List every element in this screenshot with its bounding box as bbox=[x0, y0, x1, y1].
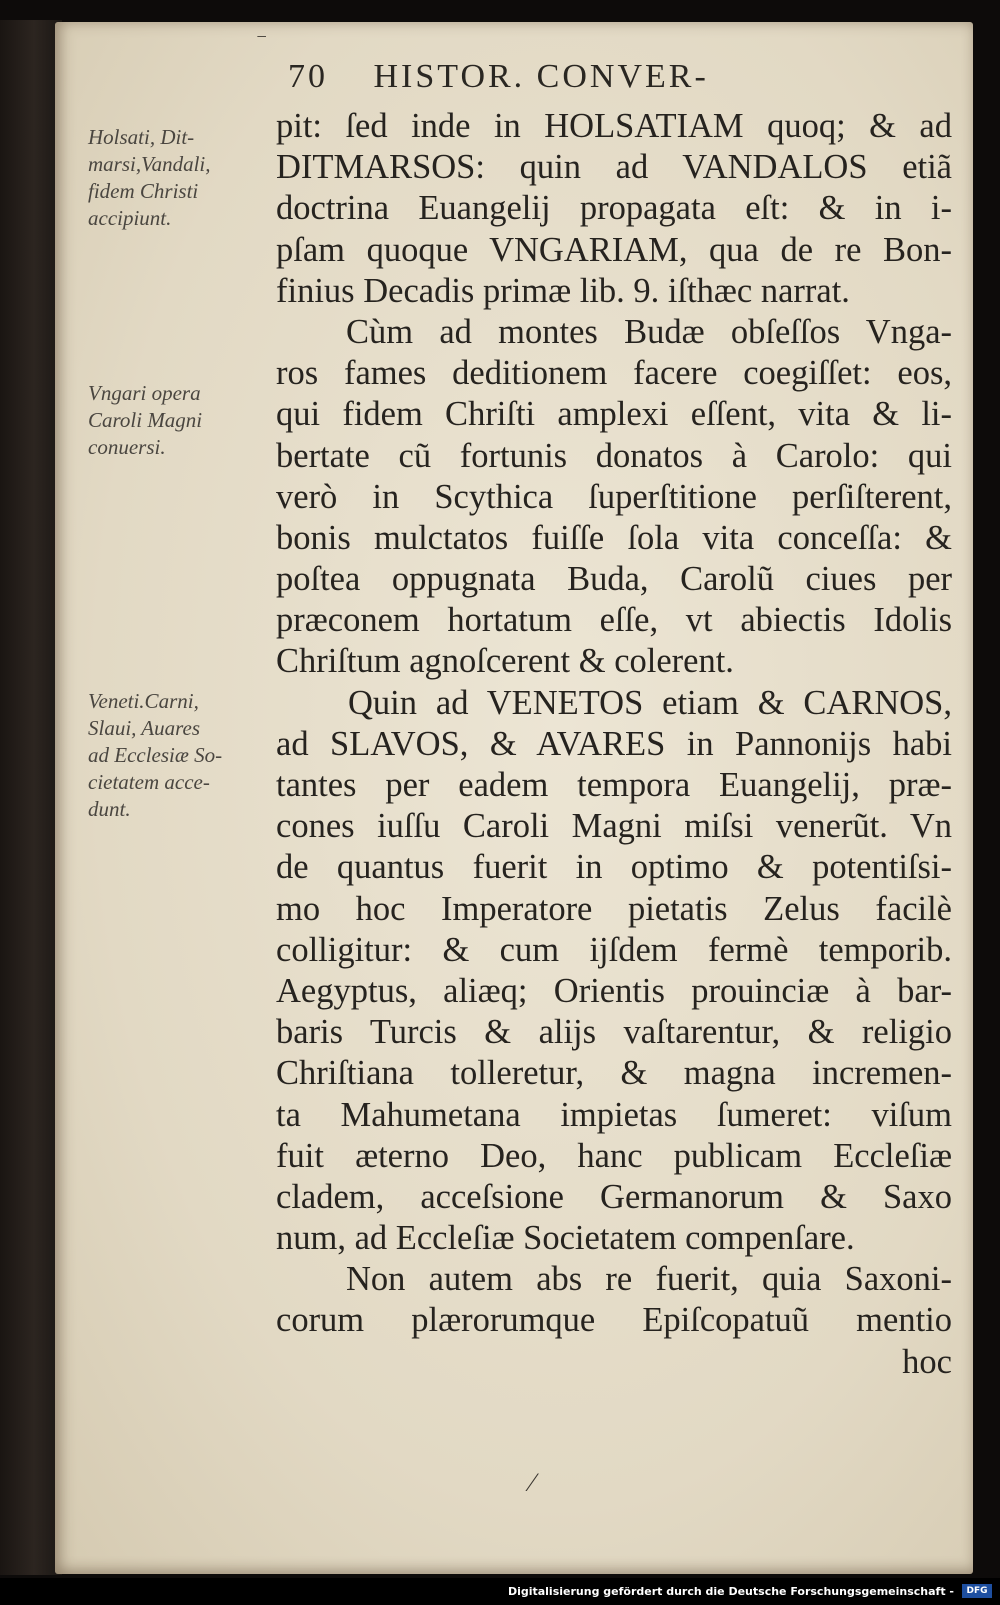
text-line: qui fidem Chriſti amplexi eſſent, vita & li- bbox=[276, 395, 952, 434]
text-line: Chriſtum agnoſcerent & colerent. bbox=[276, 642, 734, 681]
text-line: Aegyptus, aliæq; Orientis prouinciæ à bar- bbox=[276, 971, 952, 1010]
main-text-block bbox=[276, 106, 952, 1383]
catchword: hoc bbox=[902, 1342, 952, 1381]
text-line: ros fames deditionem facere coegiſſet: eos, bbox=[276, 354, 952, 393]
text-line: doctrina Euangelij propagata eſt: & in i- bbox=[276, 189, 952, 228]
text-line: mo hoc Imperatore pietatis Zelus facilè bbox=[276, 889, 952, 928]
margin-note-line: cietatem acce- bbox=[88, 770, 210, 794]
margin-note-line: Vngari opera bbox=[88, 381, 201, 405]
dfg-logo: DFG bbox=[962, 1584, 992, 1598]
margin-note-holsati bbox=[88, 124, 268, 232]
text-line: fuit æterno Deo, hanc publicam Eccleſiæ bbox=[276, 1136, 952, 1175]
text-line: cladem, acceſsione Germanorum & Saxo bbox=[276, 1177, 952, 1216]
running-title: HISTOR. CONVER- bbox=[373, 58, 709, 95]
text-line: cones iuſſu Caroli Magni miſsi venerũt. Vn bbox=[276, 807, 952, 846]
digitization-footer bbox=[0, 1578, 1000, 1605]
margin-note-line: dunt. bbox=[88, 797, 131, 821]
text-line: verò in Scythica ſuperſtitione perſiſterent, bbox=[276, 477, 952, 516]
text-line: Quin ad VENETOS etiam & CARNOS, bbox=[348, 683, 952, 722]
margin-note-line: Caroli Magni bbox=[88, 408, 203, 432]
text-line: bonis mulctatos fuiſſe ſola vita conceſſa: & bbox=[276, 518, 952, 557]
text-line: poſtea oppugnata Buda, Carolũ ciues per bbox=[276, 560, 952, 599]
text-line: pit: ſed inde in HOLSATIAM quoq; & ad bbox=[276, 107, 952, 145]
page-number: 70 bbox=[288, 58, 328, 95]
text-line: corum plærorumque Epiſcopatuũ mentio bbox=[276, 1301, 952, 1340]
margin-note-vngari bbox=[88, 380, 268, 461]
text-line: baris Turcis & alijs vaſtarentur, & religio bbox=[276, 1013, 952, 1052]
margin-note-line: marsi,Vandali, bbox=[88, 152, 211, 176]
margin-note-line: accipiunt. bbox=[88, 206, 172, 230]
margin-note-line: fidem Christi bbox=[88, 179, 199, 203]
book-spine-edge bbox=[0, 20, 62, 1575]
text-line: Cùm ad montes Budæ obſeſſos Vnga- bbox=[346, 312, 952, 351]
ink-mark: ⁄ bbox=[530, 1468, 535, 1497]
margin-note-line: ad Ecclesiæ So- bbox=[88, 743, 223, 767]
text-line: tantes per eadem tempora Euangelij, præ- bbox=[276, 766, 952, 804]
page-header bbox=[288, 58, 888, 98]
margin-note-line: Slaui, Auares bbox=[88, 716, 201, 740]
text-line: colligitur: & cum ijſdem fermè temporib. bbox=[276, 930, 952, 969]
text-line: præconem hortatum eſſe, vt abiectis Idolis bbox=[276, 601, 952, 640]
margin-note-line: conuersi. bbox=[88, 435, 166, 459]
text-line: Chriſtiana tolleretur, & magna incremen- bbox=[276, 1054, 952, 1093]
text-line: pſam quoque VNGARIAM, qua de re Bon- bbox=[276, 230, 952, 269]
text-line: ad SLAVOS, & AVARES in Pannonijs habi bbox=[276, 724, 952, 763]
ink-mark: ‾ bbox=[258, 34, 266, 59]
margin-note-veneti bbox=[88, 688, 268, 823]
text-line: Non autem abs re fuerit, quia Saxoni- bbox=[346, 1260, 952, 1299]
margin-note-line: Holsati, Dit- bbox=[88, 125, 195, 149]
text-line: ta Mahumetana impietas ſumeret: viſum bbox=[276, 1095, 952, 1134]
text-line: finius Decadis primæ lib. 9. iſthæc narrat. bbox=[276, 271, 850, 310]
text-line: de quantus fuerit in optimo & potentiſsi- bbox=[276, 848, 952, 887]
text-line: bertate cũ fortunis donatos à Carolo: qui bbox=[276, 436, 952, 475]
text-line: DITMARSOS: quin ad VANDALOS etiã bbox=[276, 148, 952, 187]
text-line: num, ad Eccleſiæ Societatem compenſare. bbox=[276, 1219, 855, 1258]
footer-text: Digitalisierung gefördert durch die Deutsche Forschungsgemeinschaft - bbox=[507, 1585, 954, 1598]
margin-note-line: Veneti.Carni, bbox=[88, 689, 199, 713]
